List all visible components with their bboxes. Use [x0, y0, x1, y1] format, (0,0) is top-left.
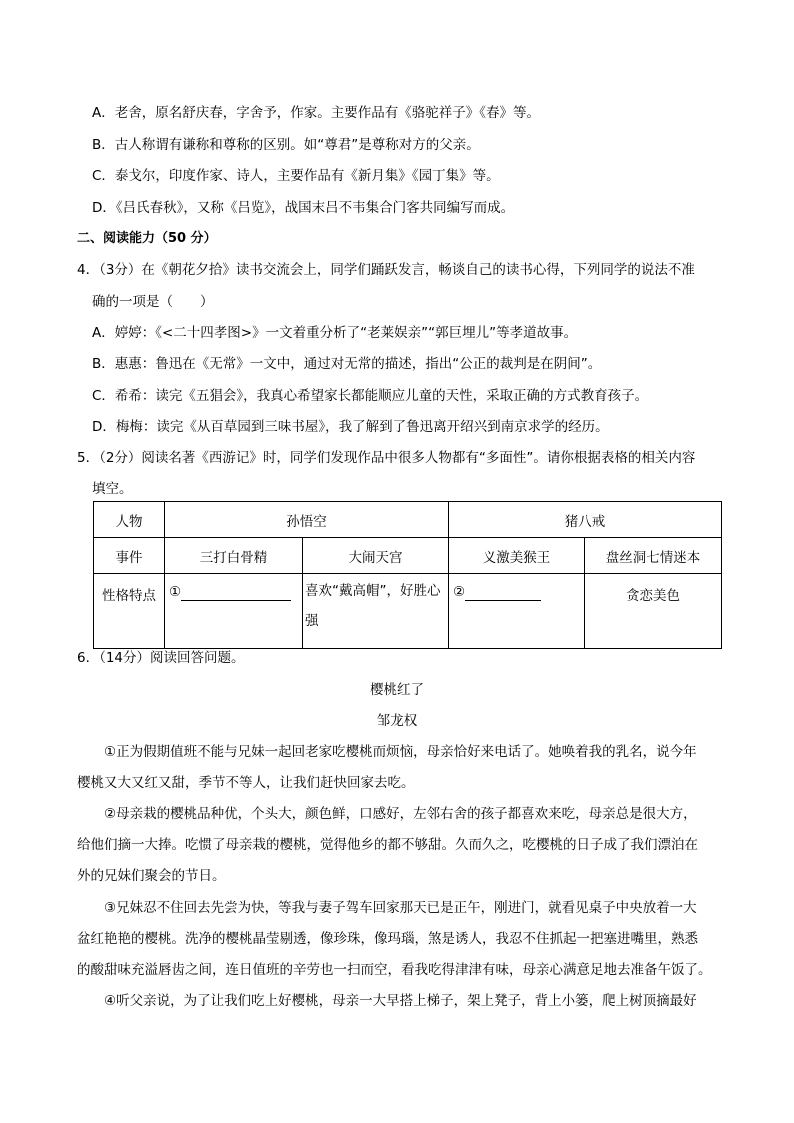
paragraph-line: 给他们摘一大捧。吃惯了母亲栽的樱桃，觉得他乡的都不够甜。久而久之，吃樱桃的日子成了我们漂泊在: [77, 837, 698, 853]
q5-stem-line1: 5．（2分）阅读名著《西游记》时，同学们发现作品中很多人物都有“多面性”。请你根据表格的相关内容: [77, 450, 696, 466]
paragraph-line: ①正为假期值班不能与兄妹一起回老家吃樱桃而烦恼，母亲恰好来电话了。她唤着我的乳名，说今年: [77, 744, 697, 760]
paragraph-line: 盆红艳艳的樱桃。洗净的樱桃晶莹剔透，像珍珠，像玛瑙，煞是诱人，我忍不住抓起一把塞进嘴里，熟悉: [77, 931, 698, 947]
q3-option-d: D．《吕氏春秋》，又称《吕览》，战国末吕不韦集合门客共同编写而成。: [92, 200, 515, 216]
paragraph-line: ④听父亲说，为了让我们吃上好樱桃，母亲一大早搭上梯子，架上凳子，背上小篓，爬上树顶摘最好: [77, 993, 697, 1009]
q3-option-a: A．老舍，原名舒庆春，字舍予，作家。主要作品有《骆驼祥子》《春》等。: [92, 105, 540, 121]
q4-stem-line1: 4．（3分）在《朝花夕拾》读书交流会上，同学们踊跃发言，畅谈自己的读书心得，下列同学的说法不准: [77, 262, 695, 278]
table-trait-blank-1[interactable]: [165, 574, 303, 649]
table-row-label-event: 事件: [94, 538, 165, 574]
blank-marker-1: ①: [169, 584, 182, 600]
paragraph-line: 樱桃又大又红又甜，季节不等人，让我们赶快回家去吃。: [77, 775, 415, 791]
paragraph-line: ③兄妹忍不住回去先尝为快，等我与妻子驾车回家那天已是正午，刚进门，就看见桌子中央放着一大: [77, 900, 697, 916]
character-table: [93, 501, 722, 649]
table-char-sunwukong: 孙悟空: [165, 502, 449, 538]
table-event-2: 大闹天宫: [303, 538, 449, 574]
blank-marker-2: ②: [453, 584, 466, 600]
table-row-label-trait: 性格特点: [94, 574, 165, 649]
table-trait-2: 喜欢“戴高帽”，好胜心强: [303, 574, 449, 649]
article-title: 樱桃红了: [370, 682, 424, 698]
article-author: 邹龙权: [376, 713, 418, 729]
q4-option-b: B．惠惠：鲁迅在《无常》一文中，通过对无常的描述，指出“公正的裁判是在阴间”。: [92, 356, 602, 372]
q4-stem-line2: 确的一项是（ ）: [92, 294, 214, 310]
q4-option-d: D．梅梅：读完《从百草园到三味书屋》，我了解到了鲁迅离开绍兴到南京求学的经历。: [92, 419, 609, 435]
q6-stem: 6．（14分）阅读回答问题。: [77, 650, 245, 666]
q3-option-c: C．泰戈尔，印度作家、诗人，主要作品有《新月集》《园丁集》等。: [92, 168, 500, 184]
table-event-3: 义激美猴王: [449, 538, 585, 574]
table-char-zhubajie: 猪八戒: [449, 502, 722, 538]
q4-option-c: C．希希：读完《五猖会》，我真心希望家长都能顺应儿童的天性，采取正确的方式教育孩子。: [92, 388, 649, 404]
q5-stem-line2: 填空。: [92, 481, 133, 497]
section-title: 二、阅读能力（50 分）: [77, 231, 217, 246]
table-row-label-character: 人物: [94, 502, 165, 538]
table-event-4: 盘丝洞七情迷本: [585, 538, 722, 574]
table-trait-4: 贪恋美色: [585, 574, 722, 649]
q3-option-b: B．古人称谓有谦称和尊称的区别。如“尊君”是尊称对方的父亲。: [92, 137, 480, 153]
table-event-1: 三打白骨精: [165, 538, 303, 574]
paragraph-line: 外的兄妹们聚会的节日。: [77, 868, 226, 884]
q4-option-a: A．婷婷：《<二十四孝图>》一文着重分析了“老莱娱亲”“郭巨埋儿”等孝道故事。: [92, 325, 578, 341]
table-trait-blank-2[interactable]: [449, 574, 585, 649]
answer-blank-2[interactable]: [465, 584, 541, 601]
answer-blank-1[interactable]: [181, 584, 291, 601]
paragraph-line: ②母亲栽的樱桃品种优，个头大，颜色鲜，口感好，左邻右舍的孩子都喜欢来吃，母亲总是很大方，: [77, 806, 697, 822]
paragraph-line: 的酸甜味充溢唇齿之间，连日值班的辛劳也一扫而空，看我吃得津津有味，母亲心满意足地去准备午饭了。: [77, 962, 712, 978]
